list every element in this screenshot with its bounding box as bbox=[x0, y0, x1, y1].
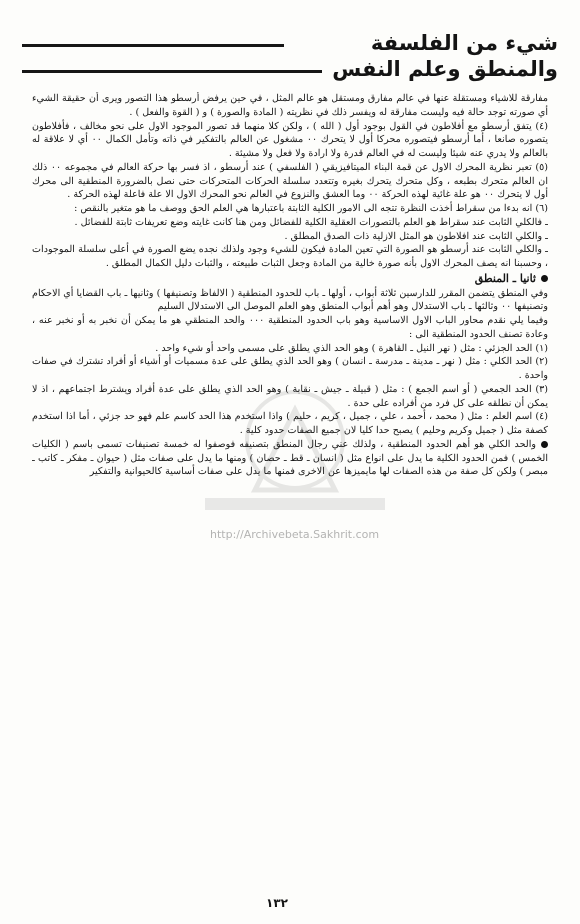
paragraph: ـ والكلي الثابت عند أرسطو هو الصورة التي تعين المادة فيكون للشيء وجود ولذلك نجده يضع الصورة في أعلى سلسلة الموجودات ، وحسبنا انه يصف المحرك الاول بأنه صورة خالية من المادة وجعل الثبات طبيعته ، والثبات دليل الكمال المطلق . bbox=[32, 244, 548, 269]
paragraph: (٤) اسم العلم : مثل ( محمد ، أحمد ، علي ، جميل ، كريم ، حليم ) واذا استخدم هذا الحد كاسم علم فهو حد جزئي ، أما اذا استخدم كصفة مثل ( جميل وكريم وحليم ) يصبح حدا كليا لان جميع الصفات حدود كلية . bbox=[32, 411, 548, 436]
page-body bbox=[32, 92, 548, 892]
header-title-line2: والمنطق وعلم النفس bbox=[332, 57, 558, 81]
watermark-url: http://Archivebeta.Sakhrit.com bbox=[210, 528, 380, 541]
paragraph: ـ والكلي الثابت عند افلاطون هو المثل الازلية ذات الصدق المطلق . bbox=[284, 230, 548, 242]
paragraph: وفي المنطق يتضمن المقرر للدارسين ثلاثة أبواب ، أولها ـ باب للحدود المنطقية ( الالفاظ وتصنيفها ) وثانيها ـ باب القضايا أي الاحكام وتصنيفها ٠٠ وثالثها ـ باب الاستدلال وهو أهم أبواب المنطق وهو العلم الموصل الى الاستدلال السليم bbox=[32, 287, 548, 313]
paragraph: (٥) تعبر نظرية المحرك الاول عن قمة البناء الميتافيزيقي ( الفلسفي ) عند أرسطو ، اذ فسر بها حركة العالم في مجموعه ٠٠ ذلك ان العالم متحرك بطبعه ، وكل متحرك يتحرك بغيره وتتعدد سلسلة الحركات المتحركات حتى نصل بالضرورة المنطقية الى محرك أول لا يتحرك ٠٠ هو علة غائية لهذه الحركة ٠٠ وما العشق والنزوع في العالم نحو المحرك الاول الا علة فاعلة لهذه الحركة . bbox=[32, 161, 548, 201]
bullet-dot bbox=[541, 275, 548, 282]
paragraph: (٤) يتفق أرسطو مع أفلاطون في القول بوجود أول ( الله ) ، ولكن كلا منهما قد تصور الموجود الاول على نحو مخالف ، فأفلاطون يتصوره صانعا ، أما أرسطو فيتصوره محركا أول لا يتحرك ٠٠ مشغول عن العالم بالتفكير في ذاته وتأمل الكمال ٠٠ أي لا علاقة له بالعالم ولا يدري عنه شيئا وليست له في العالم قدرة ولا ارادة ولا فعل ولا مشيئة . bbox=[32, 120, 548, 159]
bullet-dot bbox=[541, 441, 548, 448]
header-rule-top bbox=[22, 44, 284, 47]
header-rule-bottom bbox=[22, 70, 322, 73]
paragraph: مفارقة للاشياء ومستقلة عنها في عالم مفارق ومستقل هو عالم المثل ، في حين يرفض أرسطو هذا التصور ويرى أن حقيقة الشيء أي صورته توجد حالة فيه وليست مفارقة له ويفسر ذلك في نظريته ( المادة والصورة ) و ( القوة والفعل ) . bbox=[32, 93, 548, 118]
section-heading-text: ثانيا ـ المنطق bbox=[474, 271, 536, 285]
paragraph: ـ فالكلي الثابت عند سقراط هو العلم بالتصورات العقلية الكلية للفضائل ومن هنا كانت غايته وضع تعريفات ثابتة للفضائل . bbox=[74, 216, 548, 228]
paragraph-text: والحد الكلي هو أهم الحدود المنطقية ، ولذلك عني رجال المنطق بتصنيفه فوصفوا له خمسة تصنيفات تسمى باسم ( الكليات الخمس ) فمن الحدود الكلية ما يدل على انواع مثل ( انسان ـ قط ـ حصان ) ومنها ما يدل على صفات مثل ( حيوان ـ مفكر ـ كاتب ـ مبصر ) ولكن كل صفة من هذه الصفات لها مايميزها عن الاخرى فمنها ما يدل على صفات أساسية كالحيوانية والتفكير bbox=[32, 438, 548, 478]
section-heading bbox=[32, 272, 548, 286]
paragraph-with-bullet bbox=[32, 438, 548, 479]
paragraph: (١) الحد الجزئي : مثل ( نهر النيل ـ القاهرة ) وهو الحد الذي يطلق على مسمى واحد أو شيء واحد . bbox=[155, 342, 548, 354]
paragraph: (٢) الحد الكلي : مثل ( نهر ـ مدينة ـ مدرسة ـ انسان ) وهو الحد الذي يطلق على عدة مسميات أو أشياء أو أفراد تشترك في صفات واحدة . bbox=[32, 356, 548, 381]
paragraph: (٣) الحد الجمعي ( أو اسم الجمع ) : مثل ( قبيلة ـ جيش ـ نقابة ) وهو الحد الذي يطلق على عدة أفراد ويشترط اجتماعهم ، اذ لا يمكن أن نطلقه على كل فرد من أفراده على حدة . bbox=[32, 383, 548, 409]
paragraph: (٦) انه بدءا من سقراط أخذت النظرة تتجه الى الامور الكلية الثابتة باعتبارها هي العلم الحق ووصف ما هو متغير بالنقص : bbox=[74, 203, 548, 214]
page-header bbox=[22, 24, 558, 86]
page-number: ١٣٢ bbox=[266, 896, 288, 910]
paragraph: وفيما يلي نقدم محاور الباب الاول الاساسية وهو باب الحدود المنطقية ٠٠٠ والحد المنطقي هو ما يمكن أن نخبر به أو نخبر عنه ، وعادة تصنف الحدود المنطقية الى : bbox=[32, 315, 548, 340]
header-title-line1: شيء من الفلسفة bbox=[370, 31, 558, 55]
